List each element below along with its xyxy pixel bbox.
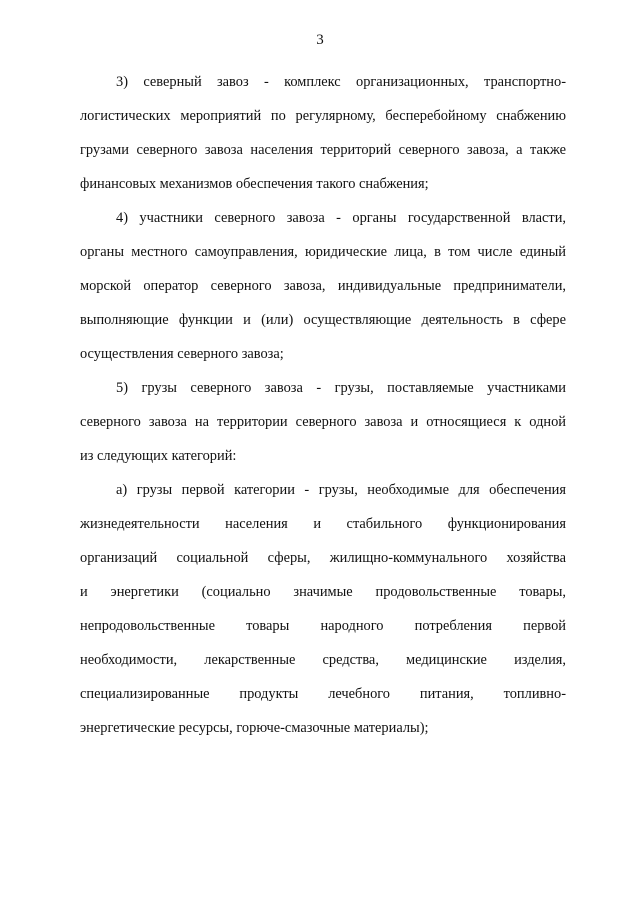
text-line: финансовых механизмов обеспечения такого снабжения; xyxy=(80,176,429,192)
text-line: 4) участники северного завоза - органы государственной власти, xyxy=(116,210,566,226)
paragraph-participants-definition xyxy=(80,201,566,371)
text-line: из следующих категорий: xyxy=(80,448,237,464)
text-line: выполняющие функции и (или) осуществляющие деятельность в сфере xyxy=(80,312,566,328)
text-line: логистических мероприятий по регулярному, бесперебойному снабжению xyxy=(80,108,566,124)
text-line: энергетические ресурсы, горюче-смазочные материалы); xyxy=(80,720,429,736)
page-number: 3 xyxy=(316,32,324,48)
text-line: грузами северного завоза населения территорий северного завоза, а также xyxy=(80,142,566,158)
text-line: жизнедеятельности населения и стабильного функционирования xyxy=(80,516,566,532)
text-line: и энергетики (социально значимые продовольственные товары, xyxy=(80,584,566,600)
paragraph-cargo-definition xyxy=(80,371,566,473)
paragraph-northern-delivery-definition xyxy=(80,65,566,201)
text-line: а) грузы первой категории - грузы, необходимые для обеспечения xyxy=(116,482,566,498)
text-line: необходимости, лекарственные средства, медицинские изделия, xyxy=(80,652,566,668)
text-line: 5) грузы северного завоза - грузы, поставляемые участниками xyxy=(116,380,566,396)
text-line: организаций социальной сферы, жилищно-коммунального хозяйства xyxy=(80,550,566,566)
text-line: морской оператор северного завоза, индивидуальные предприниматели, xyxy=(80,278,566,294)
text-line: северного завоза на территории северного завоза и относящиеся к одной xyxy=(80,414,566,430)
text-line: органы местного самоуправления, юридические лица, в том числе единый xyxy=(80,244,566,260)
text-line: 3) северный завоз - комплекс организационных, транспортно- xyxy=(116,74,566,90)
paragraph-first-category-cargo xyxy=(80,473,566,745)
document-body xyxy=(80,65,566,745)
text-line: специализированные продукты лечебного питания, топливно- xyxy=(80,686,566,702)
text-line: осуществления северного завоза; xyxy=(80,346,284,362)
text-line: непродовольственные товары народного потребления первой xyxy=(80,618,566,634)
